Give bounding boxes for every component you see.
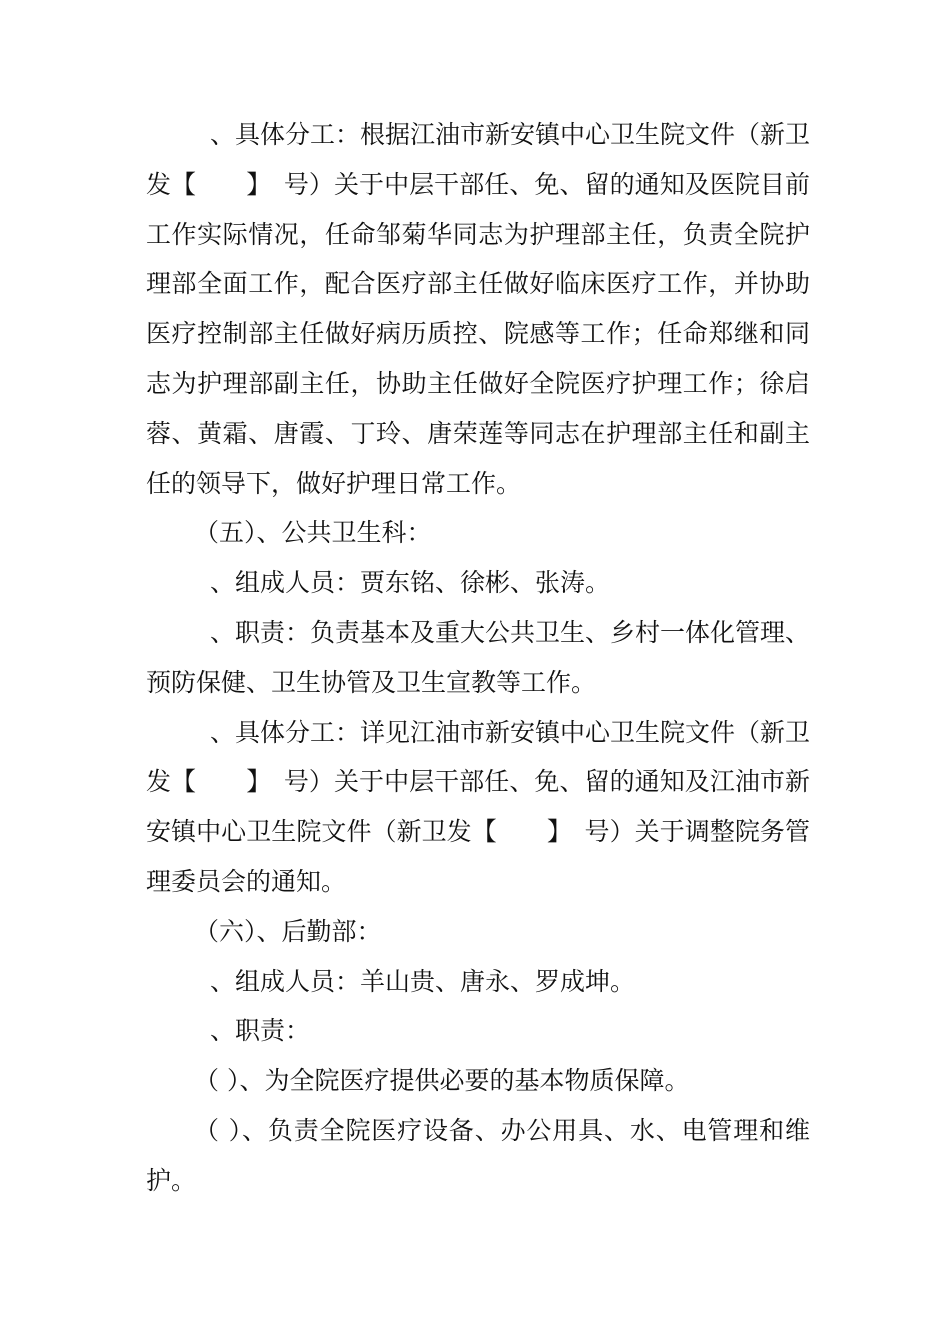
heading-logistics: （六）、后勤部： [194, 916, 382, 946]
list-item-logistics-duty-2: （ ）、负责全院医疗设备、办公用具、水、电管理和维护。 [146, 1115, 810, 1195]
heading-public-health: （五）、公共卫生科： [194, 518, 432, 548]
paragraph-public-health-members: 、组成人员：贾东铭、徐彬、张涛。 [210, 568, 611, 598]
document-body [146, 110, 810, 1206]
paragraph-logistics-duties-label: 、职责： [210, 1016, 311, 1046]
list-item-logistics-duty-1: （ ）、为全院医疗提供必要的基本物质保障。 [194, 1066, 690, 1096]
paragraph-logistics-members: 、组成人员：羊山贵、唐永、罗成坤。 [210, 966, 636, 996]
paragraph-nursing-division: 、具体分工：根据江油市新安镇中心卫生院文件（新卫发【 】 号）关于中层干部任、免、留的通知及医院目前工作实际情况，任命邹菊华同志为护理部主任，负责全院护理部全面工作，配合医疗部主任做好临床医疗工作，并协助医疗控制部主任做好病历质控、院感等工作；任命郑继和同志为护理部副主任，协助主任做好全院医疗护理工作；徐启蓉、黄霜、唐霞、丁玲、唐荣莲等同志在护理部主任和副主任的领导下，做好护理日常工作。 [146, 120, 811, 498]
paragraph-public-health-division: 、具体分工：详见江油市新安镇中心卫生院文件（新卫发【 】 号）关于中层干部任、免、留的通知及江油市新安镇中心卫生院文件（新卫发【 】 号）关于调整院务管理委员会的通知。 [146, 717, 811, 896]
paragraph-public-health-duties: 、职责：负责基本及重大公共卫生、乡村一体化管理、预防保健、卫生协管及卫生宣教等工作。 [146, 617, 811, 697]
